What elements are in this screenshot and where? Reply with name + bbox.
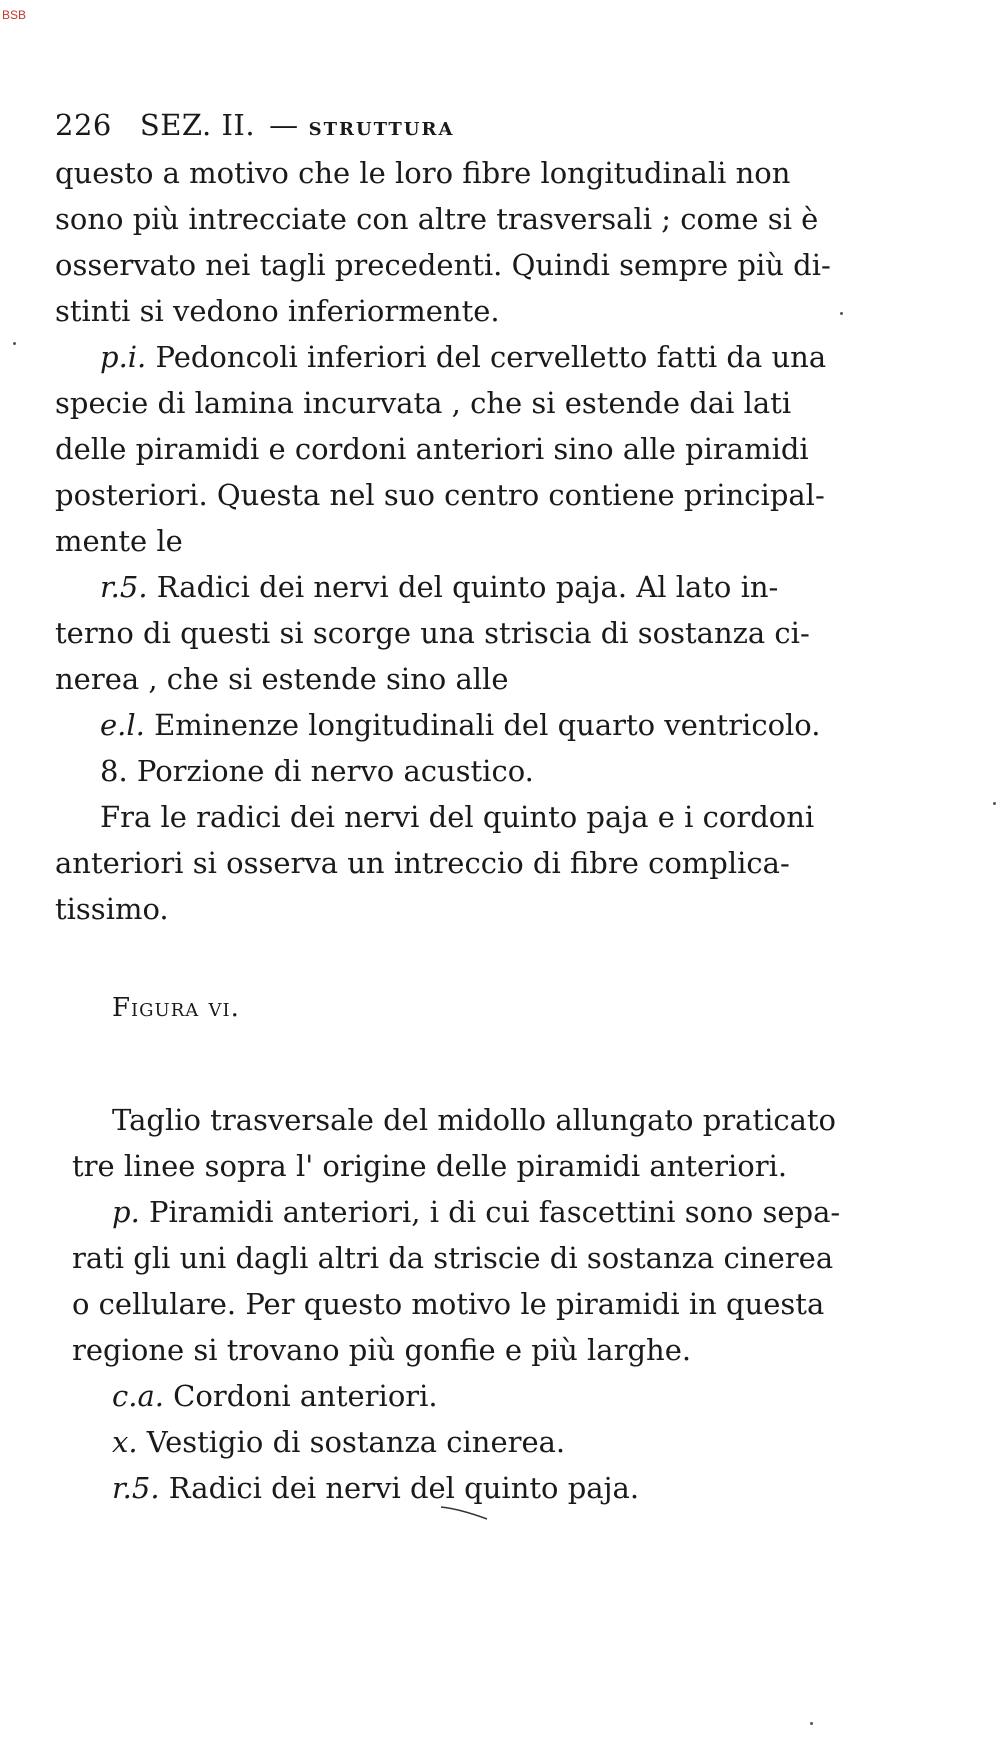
text-line: regione si trovano più gonfie e più larghe. [72, 1333, 692, 1367]
legend-entry [112, 1425, 565, 1459]
text-line: rati gli uni dagli altri da striscie di sostanza cinerea [72, 1241, 834, 1275]
legend-entry [100, 708, 820, 742]
text-line: osservato nei tagli precedenti. Quindi sempre più di- [55, 248, 831, 282]
entry-label: r.5. [112, 1471, 160, 1505]
entry-label: 8. [100, 754, 128, 788]
text-line: mente le [55, 524, 183, 558]
entry-label: p.i. [100, 340, 147, 374]
print-speck [13, 342, 16, 345]
text-line: o cellulare. Per questo motivo le piramidi in questa [72, 1287, 825, 1321]
ink-underline-mark [440, 1504, 488, 1520]
text-line: posteriori. Questa nel suo centro contiene principal- [55, 478, 825, 512]
entry-text: Radici dei nervi del quinto paja. [159, 1471, 640, 1505]
entry-label: r.5. [100, 570, 148, 604]
legend-entry [100, 570, 778, 604]
text-line: questo a motivo che le loro fibre longitudinali non [55, 156, 791, 190]
entry-label: e.l. [100, 708, 145, 742]
text-line: Taglio trasversale del midollo allungato praticato [112, 1103, 837, 1137]
text-line: terno di questi si scorge una striscia di sostanza ci- [55, 616, 810, 650]
page-number: 226 [55, 108, 112, 142]
entry-label: p. [112, 1195, 140, 1229]
running-header [55, 108, 454, 142]
entry-text: Piramidi anteriori, i di cui fascettini sono sepa- [139, 1195, 841, 1229]
entry-text: Porzione di nervo acustico. [127, 754, 534, 788]
print-speck [993, 802, 996, 805]
entry-text: Cordoni anteriori. [163, 1379, 438, 1413]
library-watermark: BSB [2, 8, 27, 22]
legend-entry [112, 1471, 639, 1505]
entry-text: Pedoncoli inferiori del cervelletto fatti da una [146, 340, 827, 374]
legend-entry [112, 1379, 438, 1413]
legend-entry [100, 754, 534, 788]
entry-label: x. [112, 1425, 138, 1459]
text-line: specie di lamina incurvata , che si estende dai lati [55, 386, 792, 420]
entry-text: Radici dei nervi del quinto paja. Al lato in- [147, 570, 779, 604]
figure-heading: Figura vi. [112, 993, 240, 1023]
text-line: anteriori si osserva un intreccio di fibre complica- [55, 846, 790, 880]
section-label: SEZ. II. [139, 108, 256, 142]
text-line: sono più intrecciate con altre trasversali ; come si è [55, 202, 819, 236]
entry-text: Vestigio di sostanza cinerea. [137, 1425, 566, 1459]
text-line: delle piramidi e cordoni anteriori sino alle piramidi [55, 432, 809, 466]
legend-entry [112, 1195, 840, 1229]
header-dash: — [269, 108, 299, 142]
running-title: STRUTTURA [308, 119, 455, 140]
text-line: tissimo. [55, 892, 169, 926]
legend-entry [100, 340, 826, 374]
text-line: nerea , che si estende sino alle [55, 662, 509, 696]
entry-label: c.a. [112, 1379, 164, 1413]
entry-text: Eminenze longitudinali del quarto ventricolo. [144, 708, 821, 742]
text-line: stinti si vedono inferiormente. [55, 294, 500, 328]
text-line: tre linee sopra l' origine delle piramidi anteriori. [72, 1149, 788, 1183]
print-speck [840, 312, 843, 315]
print-speck [810, 1722, 813, 1725]
text-line: Fra le radici dei nervi del quinto paja e i cordoni [100, 800, 815, 834]
